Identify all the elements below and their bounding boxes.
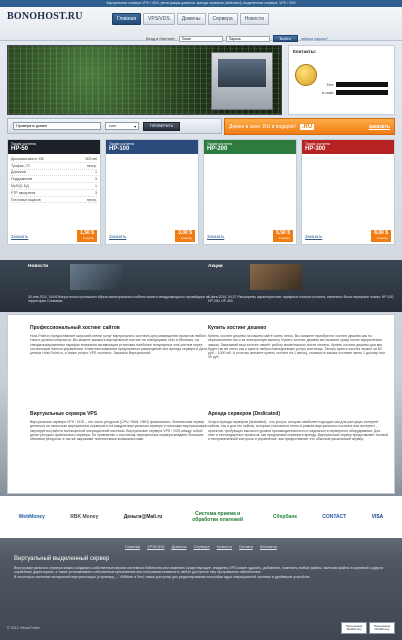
footer-link-payment[interactable]: Оплата: [239, 543, 253, 549]
plan-specs: [8, 154, 100, 205]
site-logo[interactable]: BONOHOST.RU: [7, 11, 83, 22]
plan-card-hp200: [203, 139, 297, 245]
contacts-box: [288, 45, 395, 115]
domain-check-button[interactable]: ПРОВЕРИТЬ: [143, 122, 180, 131]
plan-header: [8, 140, 100, 154]
plan-order-link[interactable]: Заказать: [207, 233, 225, 239]
password-input[interactable]: [226, 36, 270, 42]
spec-row: Дисковая квота, Мб 500 мб: [11, 156, 97, 161]
plan-header: [302, 140, 394, 154]
pay-badges: [341, 622, 395, 634]
promo-text: Домен в зоне .RU в подарок!: [229, 123, 296, 130]
spec-row: Трафик, Гб неогр.: [11, 163, 97, 168]
content-block: [30, 325, 210, 355]
seo-text: [14, 556, 388, 616]
hero-banner: [7, 45, 282, 115]
plan-footer: [8, 228, 100, 244]
promo-order-link[interactable]: заказать: [368, 123, 390, 130]
copyright: © 2012 «Host-Point»: [7, 626, 41, 630]
content-block: [208, 325, 388, 360]
spec-row: Почтовых ящиков неогр.: [11, 197, 97, 202]
plan-name: HP-300: [305, 146, 326, 152]
plan-name: HP-100: [109, 146, 130, 152]
domain-zone-value: .com: [108, 124, 117, 128]
plan-header: [204, 140, 296, 154]
plan-footer: [106, 228, 198, 244]
domain-input[interactable]: [13, 122, 101, 130]
promo-heading[interactable]: Акции: [208, 264, 223, 269]
plan-footer: [302, 228, 394, 244]
contacts-email-row: [322, 90, 388, 95]
nav-tab-home[interactable]: Главная: [112, 13, 141, 25]
news-image: [70, 264, 122, 290]
content-text: Host-Point.ru предоставляет широкий спектр услуг виртуального хостинга для размещения проектов любого типа и уровня сложности. Вы можете заказать виртуальный хостинг на платформах Unix и Windows, на специализированных тарифах возможна активизация установка наиболее популярных cms-систем через хостинговую панель управления. Клиентам компании предлагается размещение или аренда сервера в Дата-центре Host-Point.ru, а также услуги VPS хостинга. Заказать Виртуальный: [30, 334, 209, 356]
plan-name: HP-200: [207, 146, 228, 152]
plan-label: Тариф хостинга: [11, 142, 36, 146]
domain-promo-banner[interactable]: [224, 118, 395, 135]
content-text: Купить хостинг дешево на нашем сайте очень легко. Вы сможете приобрести хостинг дешево как по перечислению так и за электронную валюту. Купить хостинг дешево вы сможете сразу после оформления заказа. Заказывай ваш хостинг начнёт работу моментально после оплаты. Купить хостинг дешево для вас будет так же легко как и купить любую повседневную услугу или вещь. Теперь купить хостинг можно за 83 руб – 1000 мб. А если вы желаете купить хостинг на 1 месяц, стоимость заказа составит всего 1 доллар или 30 руб.: [208, 334, 385, 360]
footer-link-contacts[interactable]: Контакты: [259, 543, 278, 549]
contacts-email-label: e-mail:: [321, 90, 334, 95]
redacted-phone: [336, 82, 388, 87]
content-block: [30, 411, 210, 441]
contacts-tel-label: Тел:: [326, 82, 334, 87]
domain-search: [7, 118, 222, 134]
rbk-money-logo: RBK Money: [70, 514, 99, 520]
spec-row: FTP аккаунтов 3: [11, 190, 97, 195]
content-text: Услуга Аренда серверов (dedicated) - это услуга, которая наиболее подходит как для растущих интернет сайтов, так и для тех сайтов, которым становится тесно в рамках виртуального хостинга или интернет - проектов, требующих высокого уровня производительности и надежности серверного оборудования. Для этих и нестандартных проектов, мы предлагаем сервера в аренду. Виртуальный сервер представляет полный и неограниченный контроль и управление, как предоставляет его обычный физический сервер.: [208, 420, 388, 442]
spec-row: Доменов 1: [11, 170, 97, 175]
plan-card-hp300: [301, 139, 395, 245]
payment-logos: [0, 496, 402, 538]
seo-paragraph: Внутри виртуального сервера можно создавать собственные версии системных библиотек или изменять существующие, владелец VPS может удалять, добавлять, изменять любые файлы, включая файлы в корневой и других служебных директориях, а также устанавливать собственные приложения или настраивать/изменять любое доступное ему программное обеспечение.: [14, 566, 384, 575]
content-text: Виртуальные сервера VPS / VDS – это часть ресурсов (CPU, RAM, HDD) физического. Физическим сервер делиться на несколько виртуальных серверов и на каждом виртуальном сервере с помощью виртуализации эмулируется работа полноценной операционной системы. Виртуальные сервера VPS / VDS между собой делят ресурсы физического сервера. По сравнению с хостингом, виртуальные сервера владеют большим объемом ресурсов, а так же широкими техническими возможностями.: [30, 420, 208, 442]
spec-row: MySQL БД 1: [11, 184, 97, 189]
phone-icon: [295, 64, 317, 86]
content-title: Профессиональный хостинг сайтов: [30, 325, 120, 331]
news-heading[interactable]: Новости: [28, 264, 49, 269]
contacts-title: Контакты:: [293, 49, 317, 54]
plan-card-hp100: [105, 139, 199, 245]
plan-label: Тариф хостинга: [207, 142, 232, 146]
plan-label: Тариф хостинга: [109, 142, 134, 146]
green-pay-logo: Система приема и обработки платежей: [192, 511, 244, 523]
webmoney-logo: WebMoney: [18, 514, 45, 520]
dengi-mail-logo: Деньги@Mail.ru: [123, 514, 163, 520]
content-title: Виртуальные сервера VPS: [30, 411, 98, 417]
plan-label: Тариф хостинга: [305, 142, 330, 146]
news-bar: [0, 260, 402, 312]
webmoney-badge[interactable]: Принимаем WebMoney: [341, 622, 367, 634]
login-label: Вход в биллинг:: [146, 36, 176, 41]
plan-order-link[interactable]: Заказать: [11, 233, 29, 239]
plan-card-hp50: [7, 139, 101, 245]
nav-tab-servers[interactable]: Сервера: [208, 13, 238, 25]
plan-name: HP-50: [11, 146, 29, 152]
footer-link-home[interactable]: Главная: [124, 543, 141, 549]
promo-image: [250, 264, 302, 290]
forgot-password-link[interactable]: забыли пароль?: [300, 36, 329, 41]
sberbank-logo: Сбербанк: [273, 514, 297, 520]
visa-logo: VISA: [371, 514, 384, 520]
promo-badge: .RU: [301, 123, 313, 130]
plan-order-link[interactable]: Заказать: [109, 233, 127, 239]
hosting-plans: [7, 139, 395, 245]
login-button[interactable]: Войти: [273, 35, 298, 42]
content-area: [7, 314, 395, 494]
content-block: [208, 411, 388, 441]
promo-news-box: [208, 264, 398, 306]
main-nav: [112, 13, 269, 25]
header: [0, 7, 402, 41]
footer-link-news[interactable]: Новости: [216, 543, 233, 549]
footer-nav: [0, 540, 402, 552]
redacted-email: [336, 90, 388, 95]
plan-price: 1,50 $ в месяц: [77, 230, 97, 242]
login-input[interactable]: [179, 36, 223, 42]
nav-tab-domains[interactable]: Домены: [177, 13, 206, 25]
plan-price: 8,00 $ в месяц: [371, 230, 391, 242]
seo-title: Виртуальный выделенный сервер: [14, 556, 110, 562]
news-text[interactable]: 30-янв-2011, 16:06 Вчера ночью произошел обрыв магистрального кабеля нашего международного провайдера на территории Словакии: [28, 295, 210, 303]
plan-header: [106, 140, 198, 154]
news-box: [28, 264, 218, 306]
footer-link-vps[interactable]: VPS/VDS: [147, 543, 165, 549]
footer-link-domains[interactable]: Домены: [171, 543, 187, 549]
content-title: Аренда серверов (Dedicated): [208, 411, 281, 417]
billing-login: [146, 35, 328, 42]
webmoney-badge[interactable]: Принимаем WebMoney: [369, 622, 395, 634]
plan-price: 3,00 $ в месяц: [175, 230, 195, 242]
content-title: Купить хостинг дешево: [208, 325, 267, 331]
footer-link-servers[interactable]: Сервера: [193, 543, 210, 549]
hero-server-image: [211, 52, 273, 110]
top-strip: Виртуальные сервера VPS / VDS, регистрация доменов, аренда серверов (dedicated), выделенные сервера, VPS / VDS: [0, 0, 402, 7]
contact-logo: CONTACT: [322, 514, 347, 520]
seo-paragraph: В некоторых системах аппаратной виртуализации (к примеру — VMWare и Xen) также доступны для редактирования настройки ядра операционной системы и драйверов устройств.: [14, 574, 311, 579]
plan-price: 5,50 $ в месяц: [273, 230, 293, 242]
chevron-down-icon: ▾: [134, 124, 136, 129]
plan-order-link[interactable]: Заказать: [305, 233, 323, 239]
domain-zone-select[interactable]: [105, 122, 139, 130]
contacts-tel-row: [326, 82, 388, 87]
promo-text[interactable]: 1-фев-2010, 04:27 Расширены характеристики тарифных планов хостинга, изменены были тарифные планы: HP-100, HP-200, HP-300: [208, 295, 395, 303]
plan-footer: [204, 228, 296, 244]
nav-tab-vps[interactable]: VPS/VDS: [143, 13, 175, 25]
spec-row: Поддоменов 3: [11, 177, 97, 182]
nav-tab-news[interactable]: Новости: [240, 13, 269, 25]
